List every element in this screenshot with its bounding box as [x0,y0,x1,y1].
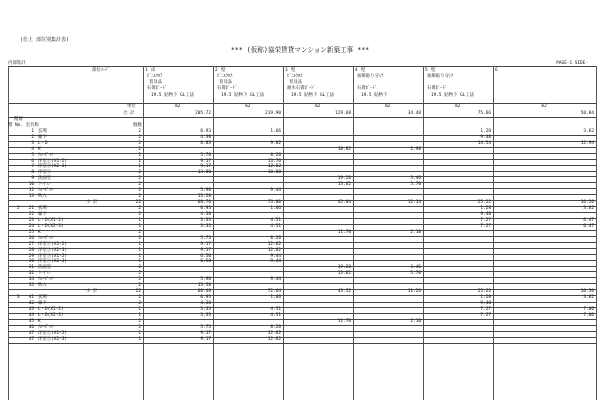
cell-value: 12.94 [580,140,594,146]
cell-value: 5.98 [200,277,211,283]
column-spec-4: 19.5 貼物下 GL工法 [291,93,335,98]
room-qty: 2 [138,134,141,140]
room-no: 32 [28,271,34,277]
room-name: L・D(X1-2) [38,218,64,224]
cell-value: 1.28 [480,295,491,301]
column-spec-1: ﾋﾞﾆﾙﾌﾛｱ [147,74,163,79]
cell-value: 8.26 [270,235,281,241]
cell-value: 3.33 [200,218,211,224]
room-no: 45 [28,319,34,324]
column-spec-2: 普及品 [219,80,233,85]
cell-value: 12.62 [267,247,281,253]
room-name: 洋室①(X1-2) [38,158,68,164]
room-qty: 1 [138,224,141,229]
cell-value: 5.73 [200,324,211,330]
room-qty: 1 [138,259,141,265]
cell-value: 6.50 [200,253,211,259]
cell-value: 5.78 [200,152,211,158]
room-qty: 2 [138,295,141,301]
cell-value: 1.28 [480,206,491,212]
column-number: 3 [285,68,288,73]
room-qty: 2 [138,283,141,288]
room-name: 物入 [38,193,47,199]
floor-header: 階層 [14,117,23,122]
room-no: 5 [31,152,34,158]
room-name: L・D [38,140,48,146]
section-label: 内部集計 [8,61,26,66]
room-name: 玄関 [38,295,47,301]
subtotal-label: 小 計 [86,288,98,294]
room-name: 洋室①(X1-2) [38,330,68,336]
cell-value: 9.48 [480,301,491,307]
column-name: 壁 [221,68,226,73]
total-label: 合 計 [123,111,135,116]
room-qty: 1 [138,253,141,259]
room-qty: 1 [138,313,141,319]
cell-value: 0.93 [200,129,211,134]
room-name: K [38,319,41,324]
column-spec-4: 19.5 貼物下 GL工法 [431,93,475,98]
room-qty: 2 [138,324,141,330]
cell-value: 7.06 [583,313,594,319]
room-qty: 2 [138,271,141,277]
room-no: 26 [28,235,34,241]
cell-value: 9.17 [200,330,211,336]
cell-value: 9.17 [200,158,211,164]
room-no: 10 [28,182,34,188]
column-spec-3: 石膏ﾎﾞｰﾄﾞ [217,86,237,91]
column-total: 129.68 [335,111,351,116]
column-number: 2 [215,68,218,73]
cell-value: 4.38 [200,134,211,140]
cell-value: 5.98 [200,188,211,193]
room-qty: 1 [138,158,141,164]
column-unit: m2 [245,104,251,109]
row-header: 階 No. 室名称 [8,123,39,128]
room-qty: 2 [138,170,141,176]
column-spec-3: 耐水石膏ﾎﾞｰﾄﾞ [287,86,316,91]
cell-value: 3.46 [410,265,421,271]
cell-value: 13.62 [337,182,351,188]
total-rule [8,117,596,118]
cell-value: 68.76 [197,199,211,205]
column-total: 75.66 [477,111,491,116]
room-name: 洋室②(X2-3) [38,336,68,342]
room-no: 30 [28,259,34,265]
page-number: PAGE-1 SIDE- [556,61,588,66]
column-spec-1: ﾋﾞﾆﾙｸﾛｽ [217,74,233,79]
cell-value: 13.00 [197,170,211,176]
room-no: 24 [28,224,34,229]
cell-value: 4.38 [200,212,211,218]
cell-value: 7.27 [480,224,491,229]
cell-value: 9.48 [480,134,491,140]
cell-value: 11.70 [337,229,351,235]
cell-value: 10.88 [267,170,281,176]
room-name: 洗面室 [38,176,52,182]
cell-value: 68.48 [197,288,211,294]
column-name: 壁 [291,68,296,73]
column-total: 205.72 [195,111,211,116]
room-no: 31 [28,265,34,271]
cell-value: 5.73 [200,235,211,241]
room-no: 21 [28,206,34,212]
cell-value: 25.22 [477,288,491,294]
room-name: L・D(X2-3) [38,313,64,319]
room-qty: 1 [138,330,141,336]
code-label: 部位ｺｰﾄﾞ [92,68,110,73]
cell-value: 2.10 [410,319,421,324]
column-spec-2: 普及品 [289,80,303,85]
cell-value: 6.50 [200,259,211,265]
room-no: 35 [28,283,34,288]
cell-value: 11.26 [407,288,421,294]
column-number: 1 [145,68,148,73]
cell-value: 13.76 [267,158,281,164]
room-qty: 2 [138,301,141,307]
cell-value: 9.17 [200,247,211,253]
cell-value: 1.66 [270,295,281,301]
column-spec-3: 石膏ﾎﾞｰﾄﾞ [147,86,167,91]
cell-value: 8.26 [270,324,281,330]
room-qty: 2 [138,140,141,146]
column-spec-3: 石膏ﾎﾞｰﾄﾞ [357,86,377,91]
cell-value: 9.44 [270,188,281,193]
cell-value: 3.46 [410,176,421,182]
room-qty: 1 [138,164,141,170]
room-no: 8 [31,170,34,176]
cell-value: 14.54 [477,140,491,146]
room-name: 洋室④(X2-3) [38,259,68,265]
room-name: K [38,146,41,152]
room-qty: 2 [138,235,141,241]
room-name: 物入 [38,283,47,288]
room-no: 46 [28,324,34,330]
room-name: トイレ [38,271,51,277]
room-no: 9 [31,176,34,182]
room-name: 洗面室 [38,265,52,271]
cell-value: 12.62 [267,164,281,170]
column-spec-1: ﾋﾞﾆﾙｸﾛｽ [287,74,303,79]
cell-value: 9.48 [480,212,491,218]
cell-value: 3.33 [200,224,211,229]
room-qty: 2 [138,152,141,158]
room-qty: 2 [138,188,141,193]
column-divider [353,66,354,400]
cell-value: 4.51 [270,218,281,224]
cell-value: 13.58 [197,283,211,288]
room-name: ｸﾛｰｾﾞｯﾄ [38,324,54,330]
header-top-rule [8,66,596,67]
room-name: 洋室③ [38,170,52,176]
room-no: 13 [28,193,34,199]
room-qty: 2 [138,206,141,212]
column-divider [283,66,284,400]
room-no: 4 [31,146,34,152]
subtotal-qty: 22 [135,288,141,294]
cell-value: 13.58 [197,193,211,199]
column-unit: m2 [175,104,181,109]
subtotal-label: 小 計 [86,199,98,205]
cell-value: 19.28 [337,176,351,182]
column-unit: m2 [455,104,461,109]
room-name: L・D(X1-2) [38,307,64,313]
cell-value: 25.22 [477,199,491,205]
subtotal-qty: 22 [135,199,141,205]
cell-value: 6.47 [583,224,594,229]
cell-value: 72.64 [267,288,281,294]
room-qty: 2 [138,319,141,324]
room-no: 7 [31,164,34,170]
room-name: 廊下 [38,134,47,140]
column-spec-3: 石膏ﾎﾞｰﾄﾞ [427,86,447,91]
room-qty: 2 [138,265,141,271]
room-qty: 1 [138,241,141,247]
cell-value: 3.62 [583,129,594,134]
column-number: 4 [355,68,358,73]
room-qty: 2 [138,277,141,283]
table-right-border [596,66,597,400]
column-number: 6 [495,68,498,73]
room-qty: 2 [138,129,141,134]
room-no: 41 [28,295,34,301]
room-no: 47 [28,330,34,336]
room-qty: 2 [138,182,141,188]
room-name: トイレ [38,182,51,188]
cell-value: 9.17 [200,336,211,342]
room-name: 洋室②(X2-3) [38,247,68,253]
room-name: ｸﾛｰｾﾞｯﾄ [38,277,54,283]
room-name: 洋室③(X1-2) [38,253,68,259]
column-unit: m2 [385,104,391,109]
count-header: 個数 [133,123,142,128]
column-spec-4: 19.5 貼物下 [361,93,388,98]
room-qty: 2 [138,176,141,182]
cell-value: 12.62 [267,241,281,247]
cell-value: 4.51 [270,307,281,313]
cell-value: 9.17 [200,241,211,247]
cell-value: 3.33 [200,313,211,319]
room-no: 42 [28,301,34,307]
room-qty: 2 [138,146,141,152]
cell-value: 4.38 [200,301,211,307]
cell-value: 4.51 [270,224,281,229]
column-spec-1: 加飾貼り分け [357,74,384,79]
room-no: 25 [28,229,34,235]
room-no: 44 [28,313,34,319]
cell-value: 4.51 [270,313,281,319]
cell-value: 16.56 [580,288,594,294]
room-qty: 2 [138,212,141,218]
room-qty: 1 [138,218,141,224]
column-name: 壁 [361,68,366,73]
cell-value: 0.93 [200,206,211,212]
cell-value: 3.62 [583,206,594,212]
room-qty: 1 [138,307,141,313]
cell-value: 9.02 [270,140,281,146]
column-spec-1: 加飾貼り分け [427,74,454,79]
room-no: 29 [28,253,34,259]
cell-value: 43.52 [337,288,351,294]
column-total: 219.90 [265,111,281,116]
room-name: ｸﾛｰｾﾞｯﾄ [38,235,54,241]
cell-value: 1.66 [270,129,281,134]
room-qty: 2 [138,193,141,199]
room-no: 23 [28,218,34,224]
floor-number: 3 [17,295,20,301]
cell-value: 12.14 [407,199,421,205]
cell-value: 13.62 [337,271,351,277]
cell-value: 7.27 [480,313,491,319]
room-name: 洋室①(X1-2) [38,241,68,247]
unit-label: 単位 [127,104,136,109]
room-no: 2 [31,134,34,140]
cell-value: 1.66 [270,206,281,212]
cell-value: 7.27 [480,307,491,313]
cell-value: 9.44 [270,277,281,283]
column-divider [493,66,494,400]
column-total: 50.84 [580,111,594,116]
column-spec-2: 普及品 [149,80,163,85]
room-no: 28 [28,247,34,253]
cell-value: 5.70 [410,271,421,277]
room-no: 27 [28,241,34,247]
cell-value: 1.28 [480,129,491,134]
column-name: 床 [151,68,156,73]
room-no: 43 [28,307,34,313]
room-no: 47 [28,336,34,342]
column-unit: m2 [541,104,547,109]
column-spec-4: 19.5 貼物下 GL工法 [221,93,265,98]
room-qty: 1 [138,247,141,253]
cell-value: 5.70 [410,182,421,188]
cell-value: 9.17 [200,164,211,170]
cell-value: 0.93 [200,295,211,301]
cell-value: 11.70 [337,319,351,324]
room-no: 34 [28,277,34,283]
cell-value: 73.00 [267,199,281,205]
page-title: *** (仮称)協栄賃貸マンション新築工事 *** [230,46,370,54]
cell-value: 6.47 [583,218,594,224]
room-no: 3 [31,140,34,146]
cell-value: 12.62 [267,330,281,336]
cell-value: 6.83 [200,140,211,146]
cell-value: 16.56 [580,199,594,205]
room-name: ｸﾛｰｾﾞｯﾄ [38,188,54,193]
column-total: 34.48 [407,111,421,116]
column-name: 壁 [431,68,436,73]
row-rule [8,343,596,344]
room-qty: 2 [138,229,141,235]
cell-value: 10.82 [337,146,351,152]
room-name: 玄関 [38,206,47,212]
column-unit: m2 [315,104,321,109]
room-name: K [38,229,41,235]
floor-number: 2 [17,206,20,212]
room-name: 廊下 [38,212,47,218]
room-qty: 1 [138,336,141,342]
room-no: 12 [28,188,34,193]
cell-value: 12.62 [267,336,281,342]
cell-value: 2.10 [410,229,421,235]
room-no: 22 [28,212,34,218]
cell-value: 2.98 [410,146,421,152]
room-name: 玄関 [38,129,47,134]
room-name: 廊下 [38,301,47,307]
column-spec-4: 19.5 貼物下 GL工法 [151,93,195,98]
cell-value: 7.06 [583,307,594,313]
column-divider [143,66,144,400]
cell-value: 9.44 [270,253,281,259]
cell-value: 19.28 [337,265,351,271]
cell-value: 7.27 [480,218,491,224]
room-name: L・D(X2-3) [38,224,64,229]
cell-value: 3.33 [200,307,211,313]
column-number: 5 [425,68,428,73]
cell-value: 9.44 [270,259,281,265]
room-no: 6 [31,158,34,164]
room-name: ｸﾛｰｾﾞｯﾄ [38,152,54,158]
room-name: 洋室②(X2-3) [38,164,68,170]
column-divider [423,66,424,400]
room-no: 1 [31,129,34,134]
cell-value: 8.26 [270,152,281,158]
cell-value: 42.64 [337,199,351,205]
top-note: (仕上 部位別集計表) [20,37,70,43]
header-bottom-rule [8,103,596,104]
column-divider [213,66,214,400]
cell-value: 3.62 [583,295,594,301]
